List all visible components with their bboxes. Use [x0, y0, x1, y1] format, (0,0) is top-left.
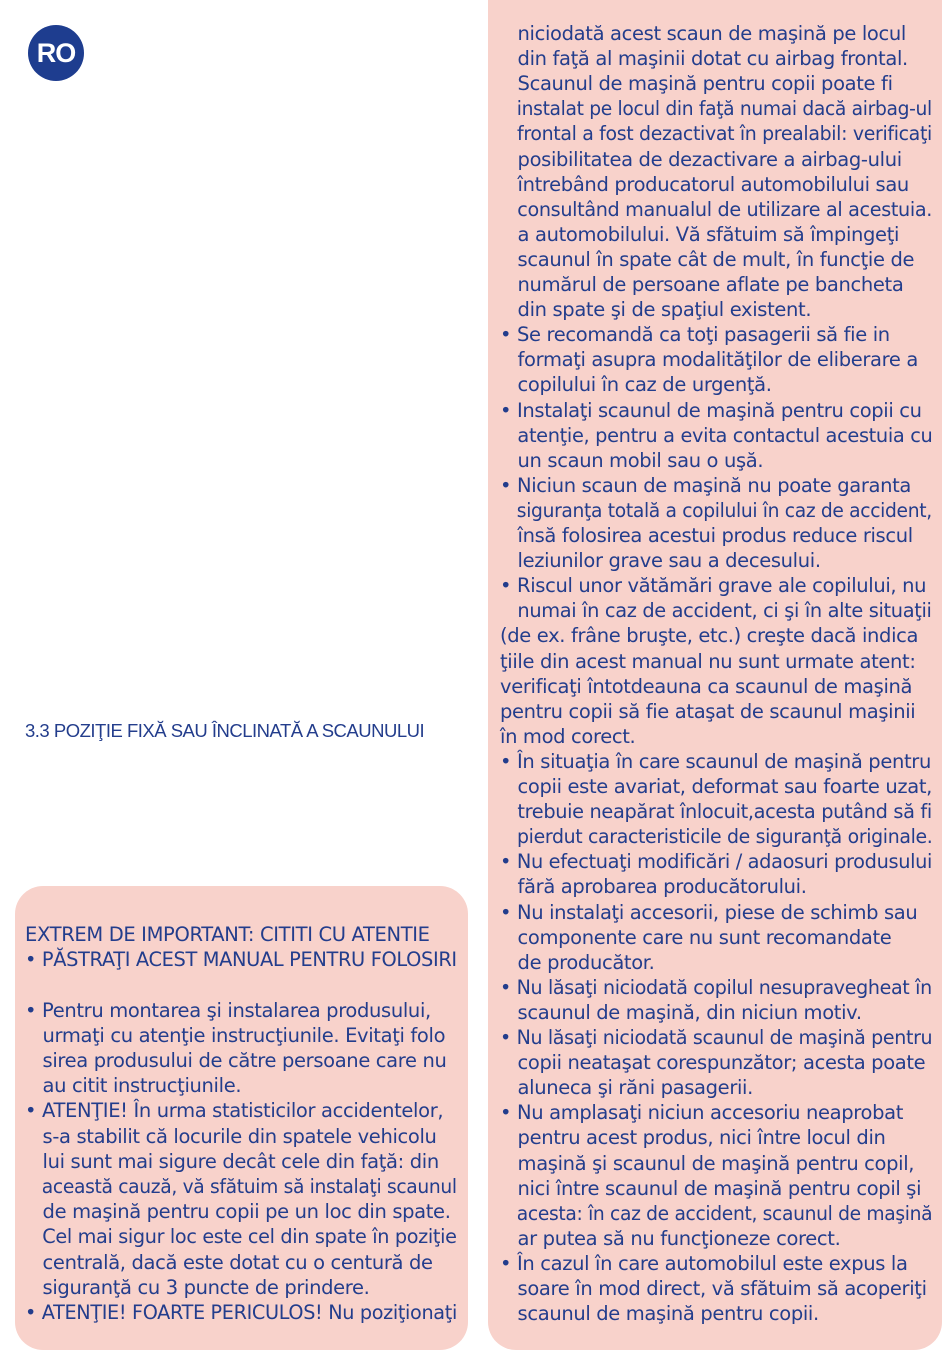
text-line: formaţi asupra modalităţilor de eliberare a — [500, 348, 918, 372]
text-line: • Pentru montarea şi instalarea produsului, — [25, 998, 431, 1022]
text-line: leziunilor grave sau a decesului. — [500, 549, 821, 573]
text-line: au citit instrucţiunile. — [25, 1074, 242, 1098]
text-line: verificaţi întotdeauna ca scaunul de maşină — [500, 674, 913, 698]
text-line: fără aprobarea producătorului. — [500, 875, 807, 899]
text-line: copii este avariat, deformat sau foarte uzat, — [500, 775, 933, 798]
text-line: soare în mod direct, vă sfătuim să acoperiţi — [500, 1277, 927, 1300]
text-line: (de ex. frâne bruşte, etc.) creşte dacă indica — [500, 624, 919, 648]
text-line: această cauză, vă sfătuim să instalaţi scaunul — [25, 1175, 457, 1198]
text-line: Cel mai sigur loc este cel din spate în poziţie — [25, 1225, 457, 1249]
text-line: • Nu lăsaţi niciodată scaunul de maşină pentru — [500, 1026, 933, 1049]
text-line: un scaun mobil sau o uşă. — [500, 448, 764, 472]
text-line: • Nu instalaţi accesorii, piese de schimb sau — [500, 900, 918, 924]
text-line: niciodată acest scaun de maşină pe locul — [500, 22, 906, 45]
text-line: urmaţi cu atenţie instrucţiunile. Evitaţi folo — [25, 1023, 446, 1047]
language-badge-ro: RO — [28, 25, 84, 81]
text-line: acesta: în caz de accident, scaunul de maşină — [500, 1201, 933, 1225]
text-line: atenţie, pentru a evita contactul acestuia cu — [500, 423, 933, 447]
text-line: • În situaţia în care scaunul de maşină pentru — [500, 749, 931, 773]
warning-panel-left — [15, 886, 468, 1350]
text-line: trebuie neapărat înlocuit,acesta putând să fi — [500, 800, 932, 824]
text-line: • Se recomandă ca toţi pasagerii să fie in — [500, 323, 890, 347]
text-line: ar putea să nu funcţioneze corect. — [500, 1226, 841, 1250]
text-line: • Niciun scaun de maşină nu poate garanta — [500, 473, 912, 497]
text-line: ţiile din acest manual nu sunt urmate atent: — [500, 649, 916, 673]
text-line: consultând manualul de utilizare al acestuia. — [500, 197, 933, 221]
text-line: scaunul în spate cât de mult, în funcţie de — [500, 247, 915, 271]
text-line: copii neataşat corespunzător; acesta poate — [500, 1051, 926, 1075]
text-line: din faţă al maşinii dotat cu airbag frontal. — [500, 47, 908, 71]
text-line: • În cazul în care automobilul este expus la — [500, 1251, 908, 1275]
text-line: instalat pe locul din faţă numai dacă airbag-ul — [500, 97, 932, 121]
text-line: copilului în caz de urgenţă. — [500, 373, 772, 397]
text-line: • ATENŢIE! În urma statisticilor accidentelor, — [25, 1099, 444, 1123]
text-line: • Nu efectuaţi modificări / adaosuri produsului — [500, 850, 933, 874]
text-line: maşină şi scaunul de maşină pentru copil, — [500, 1151, 915, 1175]
section-heading: 3.3 POZIŢIE FIXĂ SAU ÎNCLINATĂ A SCAUNULUI — [25, 720, 425, 741]
text-line: pentru copii să fie ataşat de scaunul maşinii — [500, 699, 916, 723]
text-line: întrebând producatorul automobilului sau — [500, 172, 909, 196]
text-line: numărul de persoane aflate pe bancheta — [500, 273, 904, 296]
text-line: • Riscul unor vătămări grave ale copilului, nu — [500, 574, 927, 598]
text-line: Scaunul de maşină pentru copii poate fi — [500, 72, 893, 96]
text-line: numai în caz de accident, ci şi în alte situaţii — [500, 599, 932, 623]
text-line: • ATENŢIE! FOARTE PERICULOS! Nu poziţionaţi — [25, 1301, 457, 1324]
text-line: componente care nu sunt recomandate — [500, 925, 892, 949]
text-line: aluneca şi răni pasagerii. — [500, 1076, 753, 1100]
text-line: • PĂSTRAŢI ACEST MANUAL PENTRU FOLOSIRI — [25, 948, 457, 972]
text-line: frontal a fost dezactivat în prealabil: verificaţi — [500, 122, 932, 146]
text-line: pentru acest produs, nici între locul din — [500, 1126, 886, 1150]
text-line: • Nu lăsaţi niciodată copilul nesupravegheat în — [500, 975, 932, 999]
text-line: scaunul de maşină pentru copii. — [500, 1302, 819, 1326]
text-line: posibilitatea de dezactivare a airbag-ului — [500, 147, 902, 171]
text-line: s-a stabilit că locurile din spatele vehicolu — [25, 1124, 437, 1148]
text-line: a automobilului. Vă sfătuim să împingeţi — [500, 222, 900, 246]
text-line: • Nu amplasaţi niciun accesoriu neaprobat — [500, 1101, 904, 1125]
text-line: de maşină pentru copii pe un loc din spate. — [25, 1200, 451, 1224]
text-line: pierdut caracteristicile de siguranţă originale. — [500, 825, 933, 849]
text-line: sirea produsului de către persoane care nu — [25, 1049, 447, 1072]
text-line: însă folosirea acestui produs reduce riscul — [500, 524, 913, 547]
text-line: lui sunt mai sigure decât cele din faţă: din — [25, 1149, 439, 1173]
text-line: de producător. — [500, 950, 655, 974]
text-line: EXTREM DE IMPORTANT: CITITI CU ATENTIE — [25, 923, 430, 946]
text-line: siguranţă cu 3 puncte de prindere. — [25, 1275, 370, 1299]
text-line: • Instalaţi scaunul de maşină pentru copii cu — [500, 398, 922, 422]
text-line: din spate şi de spaţiul existent. — [500, 298, 812, 322]
text-line: scaunul de maşină, din niciun motiv. — [500, 1000, 862, 1024]
warning-panel-right — [488, 0, 942, 1350]
text-line: siguranţa totală a copilului în caz de accident, — [500, 498, 932, 522]
text-line: în mod corect. — [500, 724, 636, 748]
text-line: centrală, dacă este dotat cu o centură de — [25, 1250, 433, 1274]
text-line: nici între scaunul de maşină pentru copil şi — [500, 1176, 922, 1200]
